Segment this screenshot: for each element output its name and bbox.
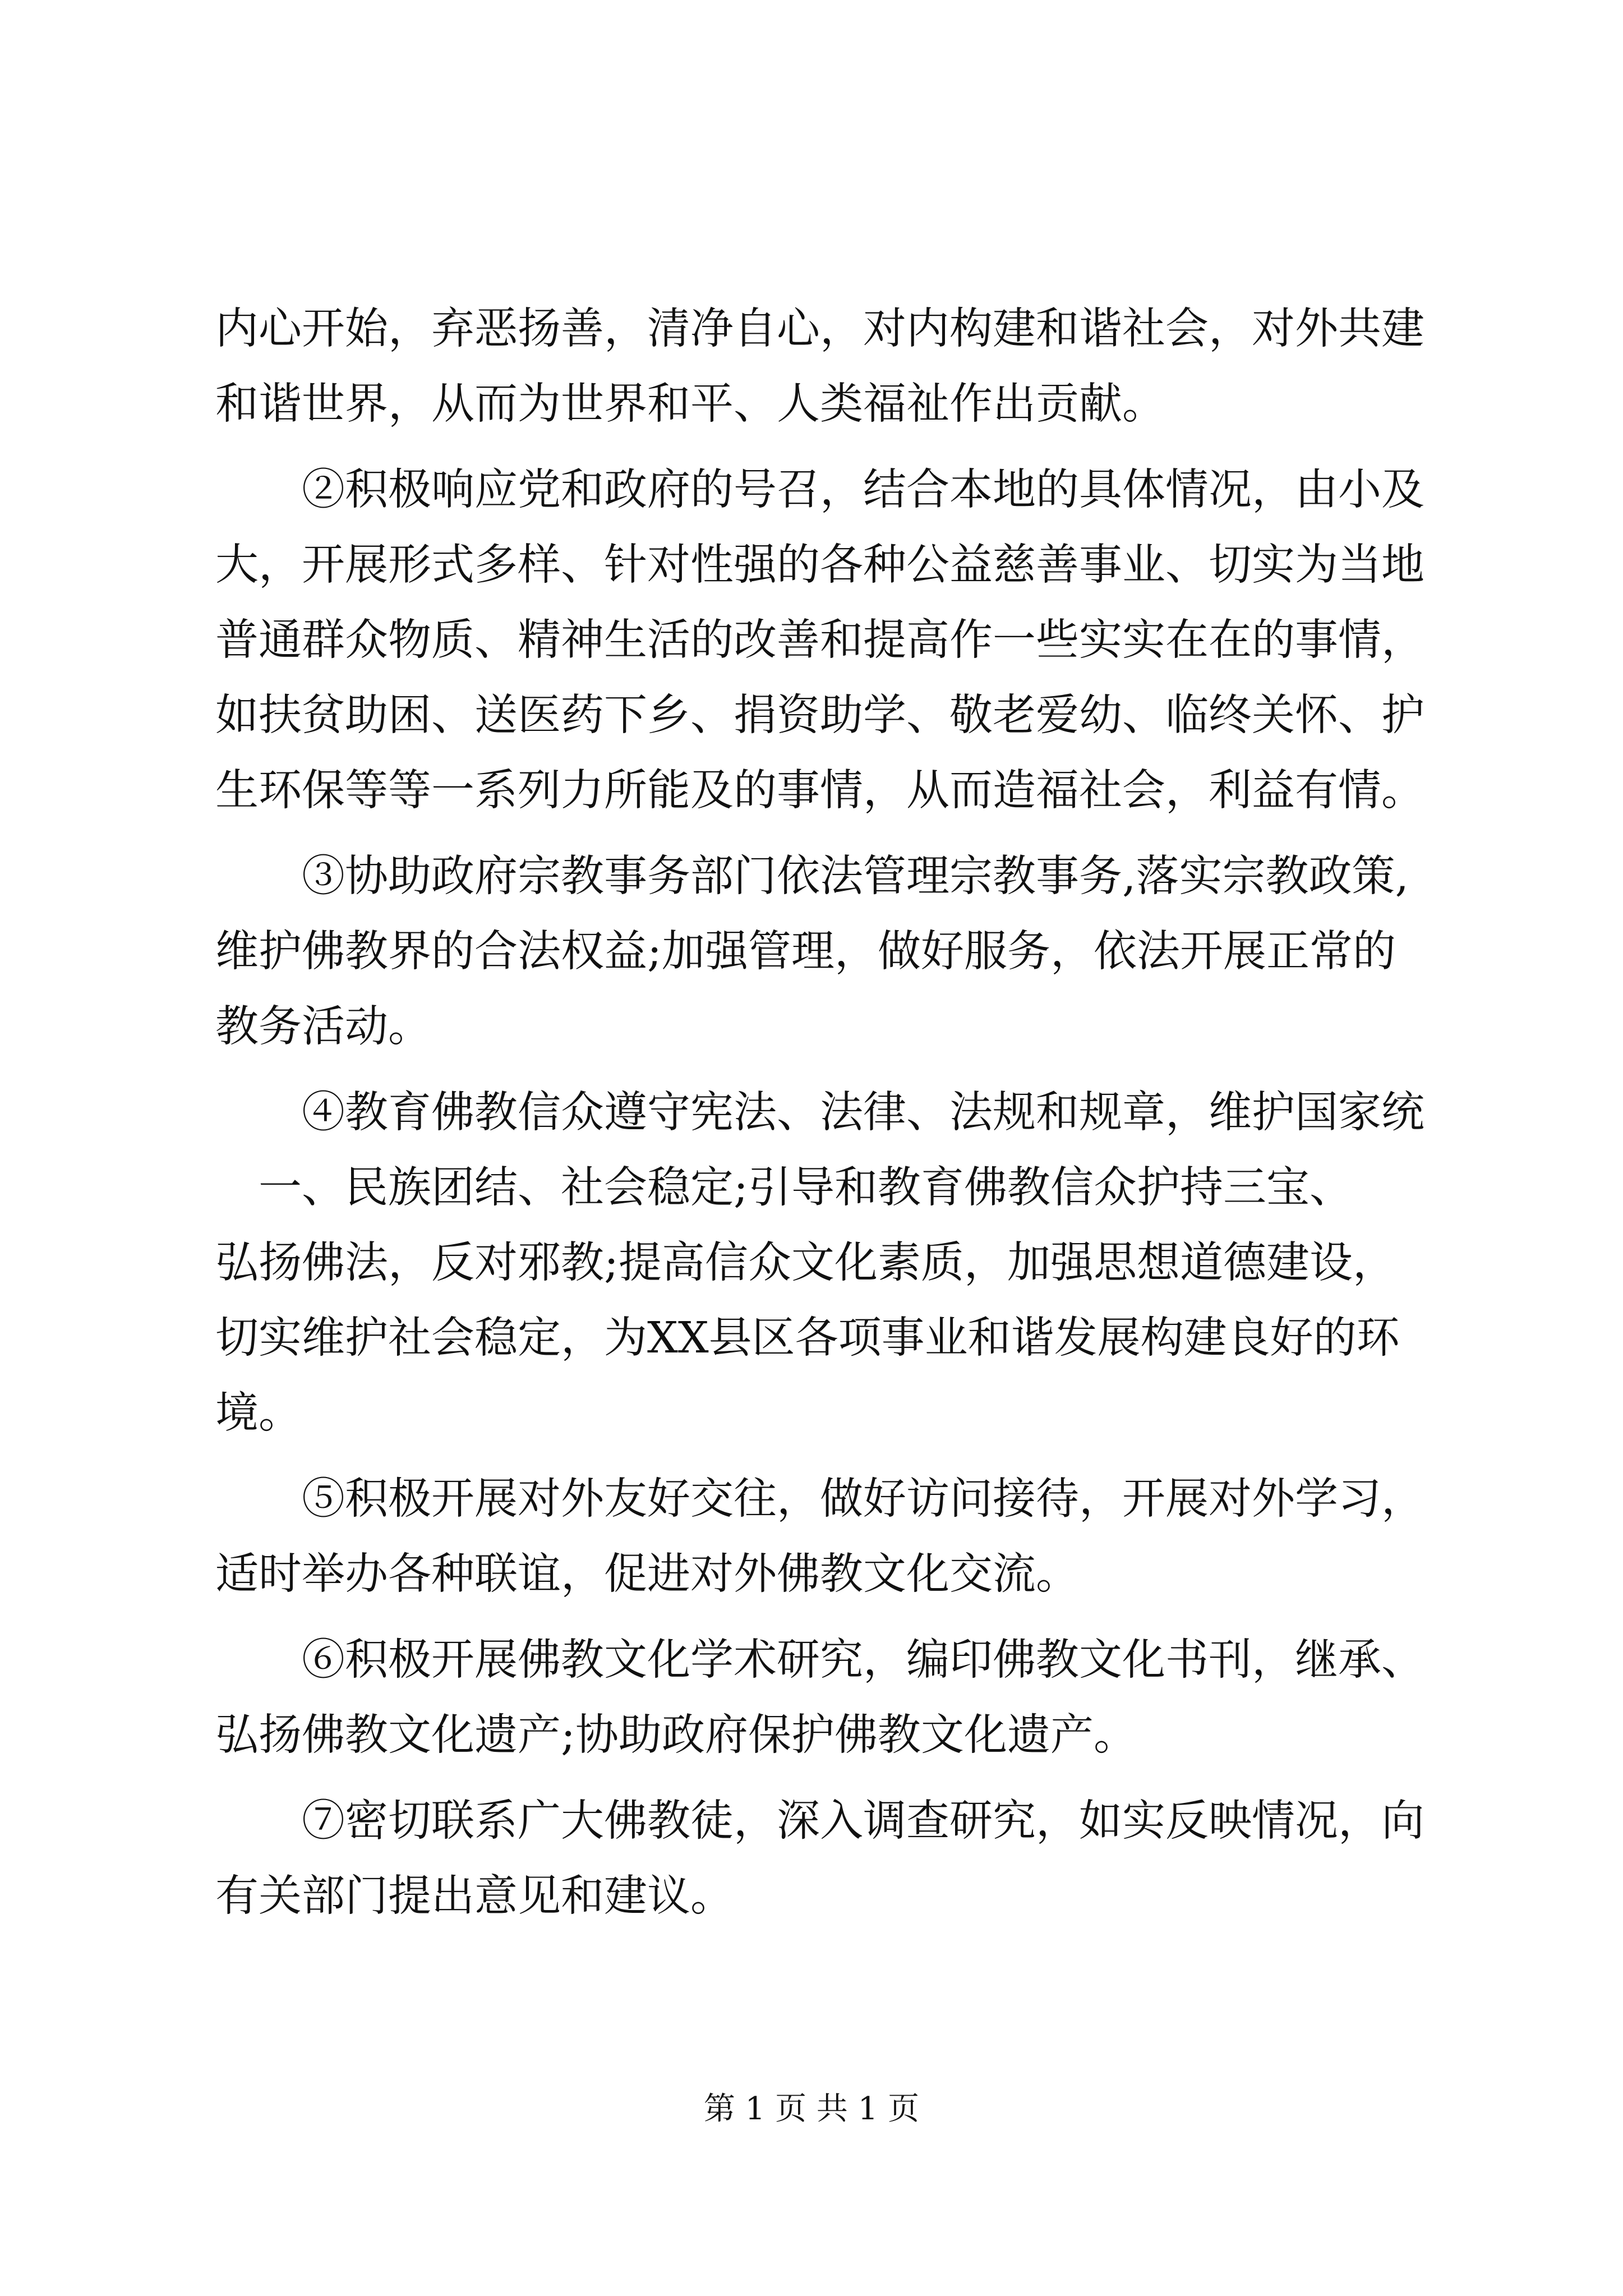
text-line: 一、民族团结、社会稳定;引导和教育佛教信众护持三宝、	[215, 1163, 1353, 1213]
text-line: 适时举办各种联谊，促进对外佛教文化交流。	[215, 1549, 1079, 1599]
text-line: 弘扬佛教文化遗产;协助政府保护佛教文化遗产。	[215, 1710, 1137, 1760]
text-line: ③协助政府宗教事务部门依法管理宗教事务,落实宗教政策,	[215, 852, 1409, 901]
text-line: 境。	[215, 1388, 302, 1438]
page-footer: 第 1 页 共 1 页	[703, 2091, 920, 2127]
text-line: 大，开展形式多样、针对性强的各种公益慈善事业、切实为当地	[215, 540, 1424, 590]
paragraph-4	[215, 1075, 1427, 1451]
text-line: 有关部门提出意见和建议。	[215, 1871, 734, 1921]
text-line: ⑦密切联系广大佛教徒，深入调查研究，如实反映情况，向	[215, 1796, 1424, 1846]
paragraph-3	[215, 839, 1427, 1065]
text-line: 弘扬佛法，反对邪教;提高信众文化素质，加强思想道德建设，	[215, 1238, 1396, 1288]
text-line: 维护佛教界的合法权益;加强管理，做好服务，依法开展正常的	[215, 927, 1396, 977]
text-line: 教务活动。	[215, 1002, 431, 1052]
text-line: ②积极响应党和政府的号召，结合本地的具体情况，由小及	[215, 465, 1424, 515]
paragraph-1	[215, 292, 1427, 442]
paragraph-6	[215, 1623, 1427, 1773]
paragraph-2	[215, 453, 1427, 829]
text-line: ④教育佛教信众遵守宪法、法律、法规和规章，维护国家统	[215, 1088, 1424, 1138]
text-line: ⑥积极开展佛教文化学术研究，编印佛教文化书刊，继承、	[215, 1635, 1424, 1685]
text-line: 内心开始，弃恶扬善，清净自心，对内构建和谐社会，对外共建	[215, 304, 1424, 354]
text-line: 如扶贫助困、送医药下乡、捐资助学、敬老爱幼、临终关怀、护	[215, 691, 1424, 740]
text-line: ⑤积极开展对外友好交往，做好访问接待，开展对外学习，	[215, 1474, 1424, 1524]
paragraph-7	[215, 1784, 1427, 1934]
text-line: 生环保等等一系列力所能及的事情，从而造福社会，利益有情。	[215, 766, 1424, 816]
document-body	[215, 292, 1427, 1934]
text-line: 和谐世界，从而为世界和平、人类福祉作出贡献。	[215, 379, 1165, 429]
text-line: 切实维护社会稳定，为XX县区各项事业和谐发展构建良好的环	[215, 1313, 1400, 1363]
paragraph-5	[215, 1462, 1427, 1612]
text-line: 普通群众物质、精神生活的改善和提高作一些实实在在的事情，	[215, 615, 1424, 665]
